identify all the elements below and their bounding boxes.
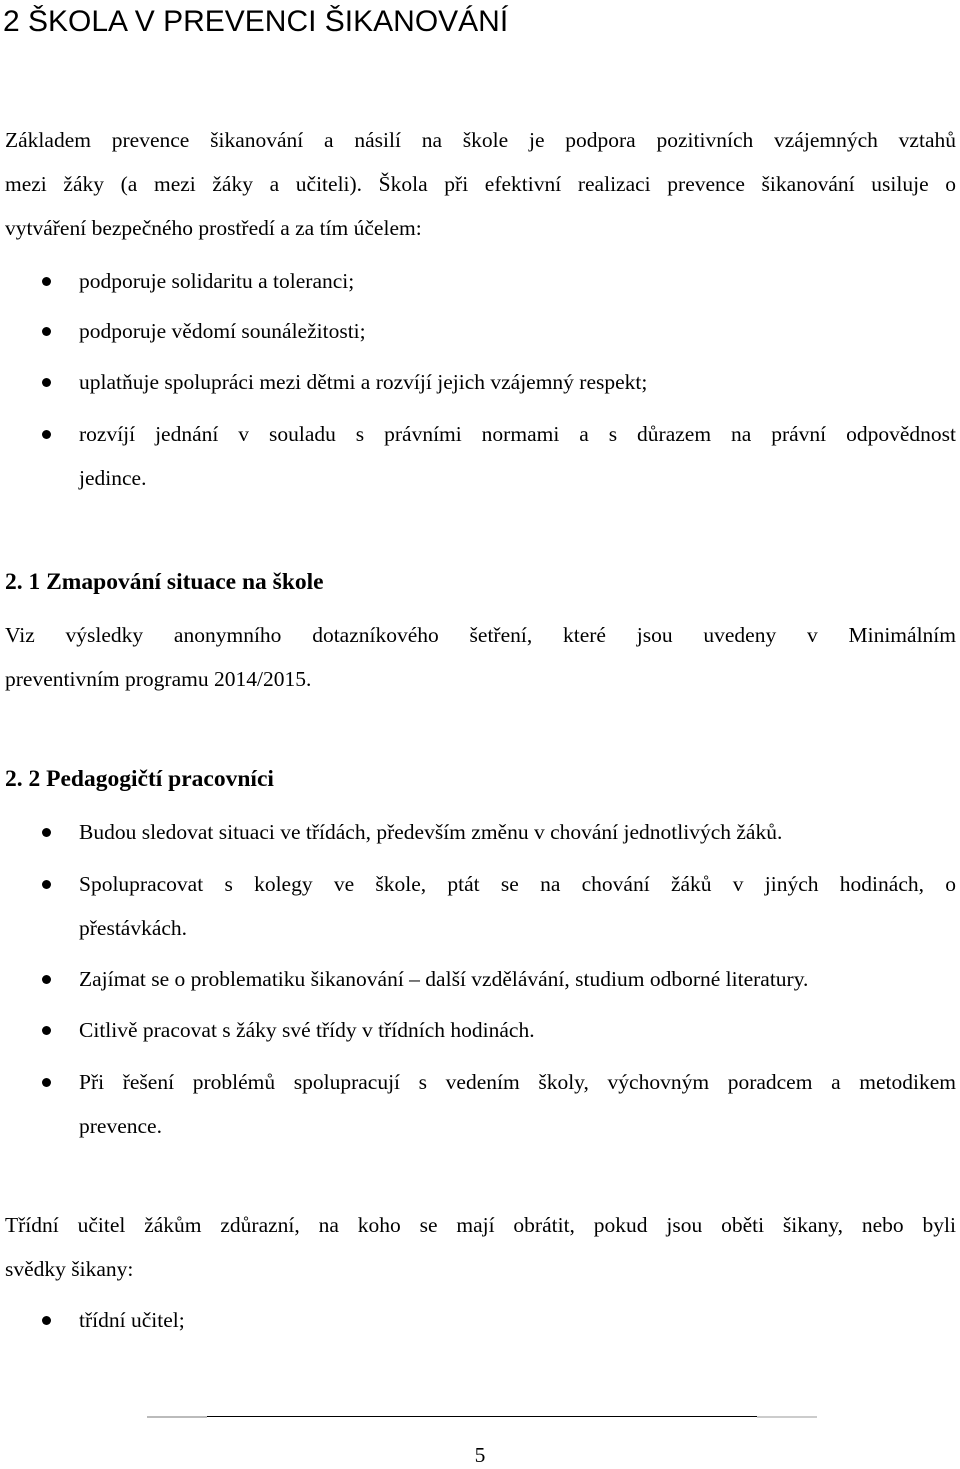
bullet-icon [42, 880, 51, 889]
list-item [79, 1060, 956, 1148]
intro-line-3: vytváření bezpečného prostředí a za tím účelem: [5, 216, 422, 240]
page-number: 5 [474, 1443, 486, 1467]
list-item [79, 309, 956, 353]
list-item-text: Citlivě pracovat s žáky své třídy v třídních hodinách. [79, 1018, 535, 1042]
divider-fade-left [147, 1416, 207, 1418]
bullet-icon [42, 1026, 51, 1035]
closing-line-2: svědky šikany: [5, 1257, 134, 1281]
list-item-text: uplatňuje spolupráci mezi dětmi a rozvíjí jejich vzájemný respekt; [79, 370, 648, 394]
list-item-text: přestávkách. [79, 916, 188, 940]
list-item-text: jedince. [79, 466, 147, 490]
divider-fade-right [757, 1416, 817, 1418]
list-item-text: Zajímat se o problematiku šikanování – další vzdělávání, studium odborné literatury. [79, 967, 809, 991]
list-item [79, 862, 956, 950]
list-item [79, 1008, 956, 1052]
section1-line-1: Viz výsledky anonymního dotazníkového šetření, které jsou uvedeny v Minimálním [5, 623, 956, 647]
intro-line-2: mezi žáky (a mezi žáky a učiteli). Škola při efektivní realizaci prevence šikanování usiluje o [5, 172, 956, 196]
section1-paragraph [5, 613, 956, 701]
bullet-icon [42, 430, 51, 439]
list-item-text: rozvíjí jednání v souladu s právními normami a s důrazem na právní odpovědnost [79, 422, 956, 446]
list-item-text: podporuje solidaritu a toleranci; [79, 269, 355, 293]
closing-paragraph [5, 1203, 956, 1291]
bullet-icon [42, 277, 51, 286]
footer-divider [147, 1416, 817, 1417]
list-item-text: Spolupracovat s kolegy ve škole, ptát se na chování žáků v jiných hodinách, o [79, 872, 956, 896]
intro-paragraph [5, 118, 956, 250]
bullet-icon [42, 1316, 51, 1325]
list-item-text: Budou sledovat situaci ve třídách, především změnu v chování jednotlivých žáků. [79, 820, 783, 844]
list-item [79, 1298, 956, 1342]
bullet-icon [42, 1078, 51, 1087]
intro-line-1: Základem prevence šikanování a násilí na škole je podpora pozitivních vzájemných vztahů [5, 128, 956, 152]
list-item [79, 810, 956, 854]
section-heading: 2. 1 Zmapování situace na škole [5, 569, 324, 595]
closing-line-1: Třídní učitel žákům zdůrazní, na koho se mají obrátit, pokud jsou oběti šikany, nebo byli [5, 1213, 956, 1237]
list-item [79, 957, 956, 1001]
bullet-icon [42, 975, 51, 984]
list-item-text: podporuje vědomí sounáležitosti; [79, 319, 366, 343]
list-item [79, 360, 956, 404]
chapter-heading: 2 ŠKOLA V PREVENCI ŠIKANOVÁNÍ [3, 5, 509, 38]
section-heading: 2. 2 Pedagogičtí pracovníci [5, 766, 274, 792]
list-item-text: třídní učitel; [79, 1308, 185, 1332]
list-item-text: Při řešení problémů spolupracují s vedením školy, výchovným poradcem a metodikem [79, 1070, 956, 1094]
bullet-icon [42, 327, 51, 336]
section1-line-2: preventivním programu 2014/2015. [5, 667, 312, 691]
list-item [79, 259, 956, 303]
list-item-text: prevence. [79, 1114, 162, 1138]
list-item [79, 412, 956, 500]
bullet-icon [42, 378, 51, 387]
bullet-icon [42, 828, 51, 837]
